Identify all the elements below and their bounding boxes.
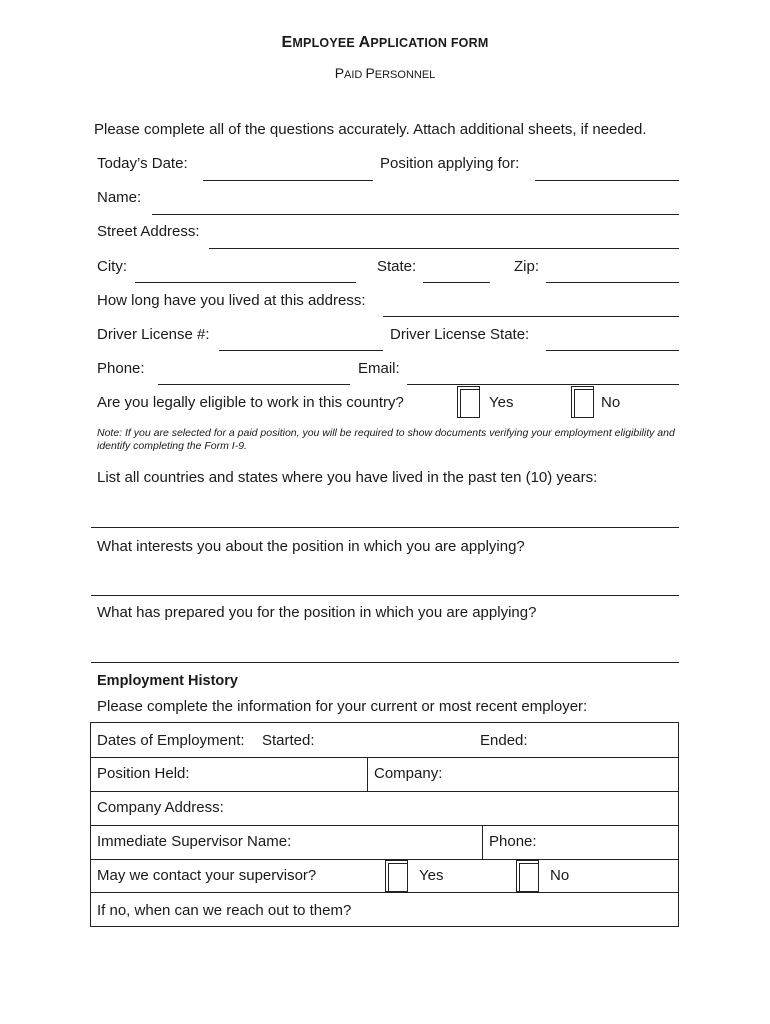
countries-question: List all countries and states where you have lived in the past ten (10) years: [97,469,598,486]
table-divider [90,892,679,893]
position-held-label: Position Held: [97,765,190,782]
i9-note: Note: If you are selected for a paid position, you will be required to show documents verifying your employment eligibility and identify completing the Form I-9. [97,427,675,452]
title-part: A [358,34,371,51]
interests-answer-line[interactable] [91,595,679,596]
state-field[interactable] [423,282,490,283]
position-label: Position applying for: [380,155,520,172]
title-part: MPLOYEE [292,36,359,50]
subtitle-part: P [365,65,375,81]
license-number-field[interactable] [219,350,383,351]
subtitle-part: ERSONNEL [374,69,436,81]
city-field[interactable] [135,282,356,283]
zip-label: Zip: [514,258,540,275]
eligible-question: Are you legally eligible to work in this country? [97,394,404,411]
license-number-label: Driver License #: [97,326,210,343]
form-title [0,34,770,52]
if-no-question: If no, when can we reach out to them? [97,902,352,919]
contact-no-label: No [550,867,570,884]
contact-yes-checkbox[interactable] [385,860,408,892]
todays-date-field[interactable] [203,180,373,181]
employment-intro: Please complete the information for your current or most recent employer: [97,698,588,715]
state-label: State: [377,258,417,275]
position-field[interactable] [535,180,679,181]
table-divider [90,791,679,792]
company-address-label: Company Address: [97,799,224,816]
started-label: Started: [262,732,315,749]
table-divider [482,825,483,859]
ended-label: Ended: [480,732,528,749]
prepared-answer-line[interactable] [91,662,679,663]
email-label: Email: [358,360,400,377]
contact-yes-label: Yes [419,867,444,884]
how-long-label: How long have you lived at this address: [97,292,366,309]
phone-field[interactable] [158,384,350,385]
table-divider [90,825,679,826]
eligible-yes-checkbox[interactable] [457,386,480,418]
email-field[interactable] [407,384,679,385]
interests-question: What interests you about the position in which you are applying? [97,538,525,555]
todays-date-label: Today’s Date: [97,155,188,172]
instructions: Please complete all of the questions accurately. Attach additional sheets, if needed. [94,121,647,138]
eligible-yes-label: Yes [489,394,514,411]
city-label: City: [97,258,127,275]
countries-answer-line[interactable] [91,527,679,528]
dates-of-employment-label: Dates of Employment: [97,732,245,749]
name-field[interactable] [152,214,679,215]
title-part: PPLICATION FORM [370,36,489,50]
street-field[interactable] [209,248,679,249]
title-part: E [281,34,293,51]
phone-label: Phone: [97,360,145,377]
supervisor-phone-label: Phone: [489,833,537,850]
table-divider [367,757,368,791]
contact-no-checkbox[interactable] [516,860,539,892]
prepared-question: What has prepared you for the position in which you are applying? [97,604,537,621]
table-divider [90,757,679,758]
license-state-field[interactable] [546,350,679,351]
zip-field[interactable] [546,282,679,283]
license-state-label: Driver License State: [390,326,530,343]
employment-history-heading: Employment History [97,673,238,689]
form-subtitle [0,65,770,81]
subtitle-part: P [334,65,345,81]
supervisor-name-label: Immediate Supervisor Name: [97,833,292,850]
company-label: Company: [374,765,443,782]
how-long-field[interactable] [383,316,679,317]
contact-supervisor-question: May we contact your supervisor? [97,867,317,884]
subtitle-part: AID [344,69,366,81]
eligible-no-checkbox[interactable] [571,386,594,418]
eligible-no-label: No [601,394,621,411]
name-label: Name: [97,189,142,206]
street-label: Street Address: [97,223,200,240]
